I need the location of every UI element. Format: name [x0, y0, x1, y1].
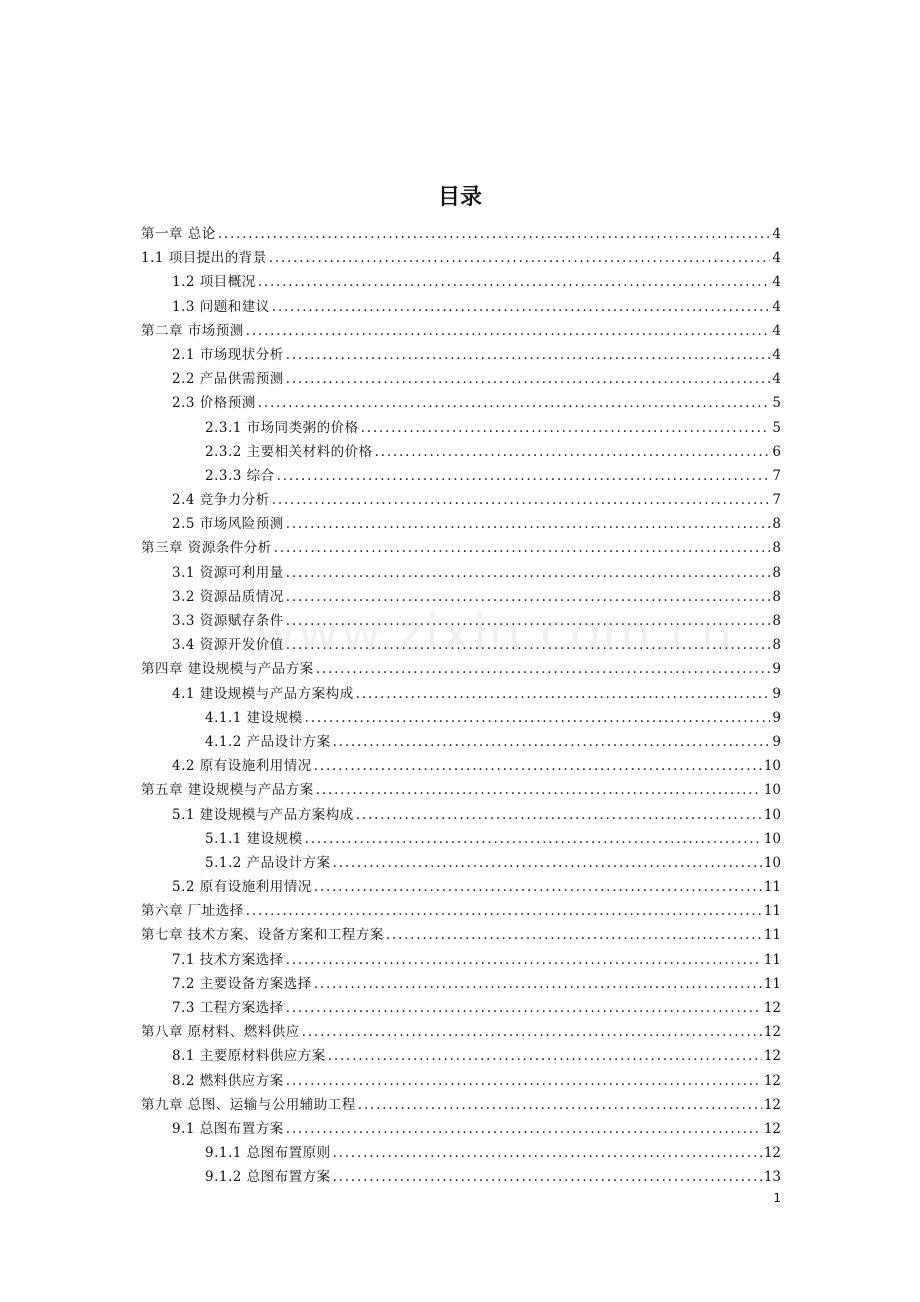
toc-entry-line: [172, 633, 781, 657]
toc-entry-title: 第八章 原材料、燃料供应: [141, 1024, 300, 1041]
toc-entry-title: 2.3.1 市场同类粥的价格: [205, 419, 359, 436]
toc-entry-title: 8.2 燃料供应方案: [172, 1072, 284, 1089]
toc-entry-line: [141, 319, 781, 343]
toc-entry-title: 2.3.3 综合: [205, 467, 275, 484]
toc-entry-page: 12: [763, 1096, 781, 1113]
toc-entry-line: [172, 682, 781, 706]
toc-entry[interactable]: [0, 972, 920, 996]
toc-entry-page: 8: [772, 637, 781, 654]
toc-entry-page: 11: [763, 903, 781, 920]
toc-entry-line: [172, 1069, 781, 1093]
toc-entry-title: 第五章 建设规模与产品方案: [141, 782, 314, 799]
toc-entry-title: 2.2 产品供需预测: [172, 371, 284, 388]
toc-entry[interactable]: [0, 464, 920, 488]
table-of-contents: [0, 222, 920, 1190]
toc-entry[interactable]: [0, 827, 920, 851]
toc-entry-page: 10: [763, 758, 781, 775]
toc-entry-line: [172, 609, 781, 633]
toc-entry-title: 4.1.1 建设规模: [205, 709, 303, 726]
toc-entry[interactable]: [0, 1044, 920, 1068]
toc-entry-page: 11: [763, 975, 781, 992]
toc-dot-leader: [286, 561, 771, 585]
toc-entry[interactable]: [0, 319, 920, 343]
toc-entry-page: 5: [772, 395, 781, 412]
toc-entry-title: 第一章 总论: [141, 226, 216, 242]
toc-entry-page: 7: [772, 467, 781, 484]
toc-entry-line: [141, 899, 781, 923]
toc-entry-title: 5.1.1 建设规模: [205, 830, 303, 847]
toc-dot-leader: [333, 1141, 762, 1165]
toc-entry-page: 10: [763, 830, 781, 847]
toc-dot-leader: [246, 319, 771, 343]
toc-entry[interactable]: [0, 270, 920, 294]
toc-entry-line: [141, 1093, 781, 1117]
toc-entry-line: [172, 754, 781, 778]
toc-entry-page: 4: [772, 226, 781, 242]
toc-dot-leader: [286, 367, 771, 391]
toc-entry-title: 第六章 厂址选择: [141, 903, 244, 920]
toc-dot-leader: [218, 222, 771, 246]
toc-entry-page: 5: [772, 419, 781, 436]
page-number: 1: [773, 1191, 781, 1205]
toc-dot-leader: [286, 1117, 762, 1141]
toc-dot-leader: [305, 827, 762, 851]
toc-entry[interactable]: [0, 996, 920, 1020]
toc-entry-line: [172, 585, 781, 609]
toc-entry-title: 2.5 市场风险预测: [172, 516, 284, 533]
toc-entry[interactable]: [0, 1093, 920, 1117]
toc-entry[interactable]: [0, 609, 920, 633]
toc-entry-line: [141, 923, 781, 947]
toc-dot-leader: [316, 778, 762, 802]
toc-entry-title: 3.4 资源开发价值: [172, 637, 284, 654]
toc-entry[interactable]: [0, 1165, 920, 1189]
toc-entry-page: 4: [772, 298, 781, 315]
toc-entry-page: 9: [772, 661, 781, 678]
toc-dot-leader: [286, 1069, 762, 1093]
toc-entry-page: 11: [763, 879, 781, 896]
toc-entry-line: [205, 1165, 781, 1189]
toc-dot-leader: [333, 730, 771, 754]
toc-entry-page: 7: [772, 492, 781, 509]
toc-entry-page: 12: [763, 1072, 781, 1089]
toc-entry-title: 9.1.1 总图布置原则: [205, 1145, 331, 1162]
toc-entry-title: 1.1 项目提出的背景: [141, 250, 267, 267]
toc-entry-line: [172, 875, 781, 899]
toc-entry-title: 第二章 市场预测: [141, 322, 244, 339]
toc-entry-line: [205, 1141, 781, 1165]
toc-entry-title: 1.3 问题和建议: [172, 298, 270, 315]
toc-dot-leader: [277, 464, 771, 488]
toc-dot-leader: [246, 899, 762, 923]
toc-entry-line: [172, 343, 781, 367]
toc-entry-title: 5.1 建设规模与产品方案构成: [172, 806, 354, 823]
toc-entry-title: 4.2 原有设施利用情况: [172, 758, 312, 775]
toc-entry-page: 12: [763, 1120, 781, 1137]
toc-entry-line: [205, 706, 781, 730]
toc-dot-leader: [286, 585, 771, 609]
toc-entry-line: [141, 536, 781, 560]
toc-entry[interactable]: [0, 730, 920, 754]
toc-entry-page: 12: [763, 1145, 781, 1162]
toc-dot-leader: [328, 1044, 762, 1068]
toc-entry-page: 8: [772, 564, 781, 581]
toc-dot-leader: [286, 633, 771, 657]
toc-entry-title: 5.1.2 产品设计方案: [205, 854, 331, 871]
toc-entry-page: 12: [763, 1024, 781, 1041]
toc-dot-leader: [314, 875, 762, 899]
toc-entry-line: [141, 657, 781, 681]
toc-entry-title: 4.1.2 产品设计方案: [205, 733, 331, 750]
toc-entry-page: 4: [772, 322, 781, 339]
toc-entry-line: [172, 996, 781, 1020]
toc-entry-line: [172, 295, 781, 319]
toc-entry[interactable]: [0, 440, 920, 464]
toc-dot-leader: [333, 1165, 762, 1189]
toc-entry[interactable]: [0, 536, 920, 560]
toc-dot-leader: [356, 682, 771, 706]
toc-entry-page: 6: [772, 443, 781, 460]
toc-entry-page: 10: [763, 854, 781, 871]
toc-entry-line: [141, 246, 781, 270]
toc-entry-title: 3.3 资源赋存条件: [172, 613, 284, 629]
toc-dot-leader: [286, 512, 771, 536]
toc-dot-leader: [316, 657, 771, 681]
toc-dot-leader: [272, 295, 771, 319]
toc-entry-page: 13: [763, 1169, 781, 1186]
toc-dot-leader: [361, 416, 771, 440]
toc-entry-title: 第四章 建设规模与产品方案: [141, 661, 314, 678]
toc-entry-page: 11: [763, 951, 781, 968]
toc-entry-title: 第三章 资源条件分析: [141, 540, 272, 557]
toc-entry-title: 4.1 建设规模与产品方案构成: [172, 685, 354, 702]
toc-dot-leader: [356, 803, 762, 827]
toc-entry-line: [172, 270, 781, 294]
toc-entry[interactable]: [0, 923, 920, 947]
toc-entry-page: 4: [772, 346, 781, 363]
toc-entry[interactable]: [0, 851, 920, 875]
toc-dot-leader: [258, 391, 771, 415]
toc-entry-line: [205, 827, 781, 851]
toc-entry[interactable]: [0, 778, 920, 802]
toc-entry[interactable]: [0, 512, 920, 536]
toc-dot-leader: [286, 609, 771, 633]
toc-entry[interactable]: [0, 246, 920, 270]
toc-entry-title: 9.1.2 总图布置方案: [205, 1169, 331, 1186]
toc-entry[interactable]: [0, 633, 920, 657]
toc-entry-line: [172, 488, 781, 512]
toc-entry-page: 4: [772, 250, 781, 267]
toc-entry-title: 7.3 工程方案选择: [172, 1000, 284, 1016]
toc-entry-line: [172, 367, 781, 391]
toc-entry[interactable]: [0, 948, 920, 972]
toc-dot-leader: [269, 246, 771, 270]
toc-dot-leader: [274, 536, 771, 560]
toc-entry[interactable]: [0, 416, 920, 440]
toc-entry[interactable]: [0, 706, 920, 730]
toc-entry-page: 4: [772, 274, 781, 291]
toc-entry-line: [172, 512, 781, 536]
toc-entry-line: [172, 948, 781, 972]
toc-entry-line: [205, 416, 781, 440]
toc-entry-page: 8: [772, 516, 781, 533]
toc-dot-leader: [333, 851, 762, 875]
toc-entry-page: 12: [763, 1048, 781, 1065]
toc-entry-page: 8: [772, 588, 781, 605]
toc-entry-page: 10: [763, 782, 781, 799]
toc-entry-line: [205, 440, 781, 464]
toc-entry-line: [172, 391, 781, 415]
toc-dot-leader: [386, 923, 762, 947]
toc-entry-page: 8: [772, 613, 781, 629]
toc-entry[interactable]: [0, 295, 920, 319]
toc-entry-page: 10: [763, 806, 781, 823]
toc-entry-line: [205, 464, 781, 488]
toc-entry-line: [141, 778, 781, 802]
toc-entry-title: 2.3.2 主要相关材料的价格: [205, 443, 373, 460]
toc-entry-line: [141, 222, 781, 246]
toc-entry-line: [172, 561, 781, 585]
toc-entry-title: 第七章 技术方案、设备方案和工程方案: [141, 927, 384, 944]
toc-entry[interactable]: [0, 1069, 920, 1093]
toc-entry[interactable]: [0, 1020, 920, 1044]
toc-entry[interactable]: [0, 754, 920, 778]
toc-entry[interactable]: [0, 222, 920, 246]
toc-dot-leader: [286, 948, 762, 972]
toc-entry[interactable]: [0, 367, 920, 391]
toc-entry[interactable]: [0, 803, 920, 827]
page-title: 目录: [437, 185, 482, 210]
toc-entry-line: [172, 1117, 781, 1141]
toc-entry[interactable]: [0, 875, 920, 899]
toc-dot-leader: [314, 754, 762, 778]
toc-entry-title: 2.4 竞争力分析: [172, 492, 270, 509]
toc-dot-leader: [258, 270, 771, 294]
toc-entry-title: 2.1 市场现状分析: [172, 346, 284, 363]
toc-entry-page: 4: [772, 371, 781, 388]
toc-entry-title: 7.1 技术方案选择: [172, 951, 284, 968]
toc-entry[interactable]: [0, 585, 920, 609]
toc-dot-leader: [358, 1093, 762, 1117]
watermark: www.zixin.com.cn: [255, 604, 735, 662]
toc-entry-line: [205, 730, 781, 754]
toc-entry-title: 第九章 总图、运输与公用辅助工程: [141, 1096, 356, 1113]
toc-entry-title: 3.1 资源可利用量: [172, 564, 284, 581]
toc-dot-leader: [302, 1020, 762, 1044]
toc-entry-title: 5.2 原有设施利用情况: [172, 879, 312, 896]
toc-entry[interactable]: [0, 657, 920, 681]
toc-entry[interactable]: [0, 343, 920, 367]
toc-entry-page: 9: [772, 685, 781, 702]
toc-entry-line: [141, 1020, 781, 1044]
toc-entry-title: 2.3 价格预测: [172, 395, 256, 412]
toc-entry-page: 11: [763, 927, 781, 944]
toc-entry-line: [172, 1044, 781, 1068]
toc-entry[interactable]: [0, 1141, 920, 1165]
toc-entry-title: 9.1 总图布置方案: [172, 1120, 284, 1137]
toc-entry[interactable]: [0, 391, 920, 415]
toc-entry-page: 8: [772, 540, 781, 557]
toc-entry-page: 9: [772, 709, 781, 726]
toc-dot-leader: [305, 706, 771, 730]
toc-entry-line: [172, 803, 781, 827]
toc-entry-title: 3.2 资源品质情况: [172, 588, 284, 605]
toc-entry[interactable]: [0, 682, 920, 706]
toc-dot-leader: [272, 488, 771, 512]
toc-entry-title: 7.2 主要设备方案选择: [172, 975, 312, 992]
toc-entry[interactable]: [0, 561, 920, 585]
toc-entry-page: 12: [763, 1000, 781, 1016]
toc-dot-leader: [314, 972, 762, 996]
toc-dot-leader: [286, 996, 762, 1020]
toc-entry[interactable]: [0, 488, 920, 512]
toc-entry-page: 9: [772, 733, 781, 750]
toc-entry[interactable]: [0, 1117, 920, 1141]
toc-entry[interactable]: [0, 899, 920, 923]
toc-dot-leader: [286, 343, 771, 367]
toc-entry-title: 8.1 主要原材料供应方案: [172, 1048, 326, 1065]
toc-entry-title: 1.2 项目概况: [172, 274, 256, 291]
toc-entry-line: [172, 972, 781, 996]
toc-dot-leader: [375, 440, 771, 464]
toc-entry-line: [205, 851, 781, 875]
